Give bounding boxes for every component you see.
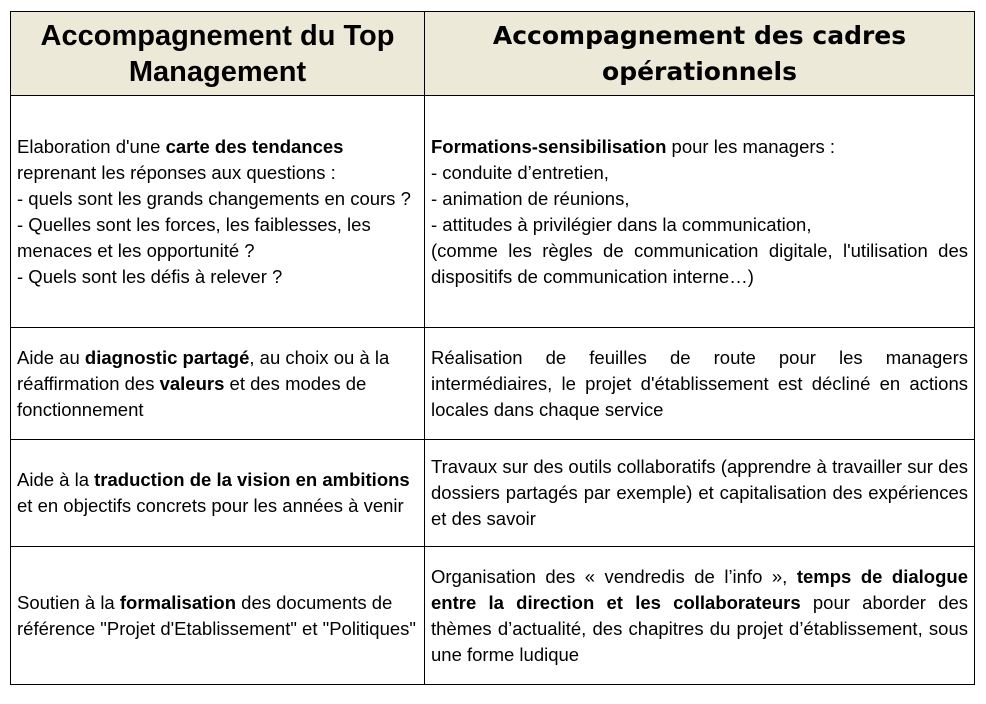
bold-text-segment: formalisation bbox=[119, 591, 237, 613]
text-segment: - quels sont les grands changements en cours ? bbox=[17, 187, 411, 209]
text-segment: - animation de réunions, bbox=[431, 187, 630, 209]
text-segment: des documents de référence "Projet d'Etablissement" et "Politiques" bbox=[17, 591, 416, 639]
cell-top-management bbox=[11, 96, 425, 328]
text-segment: - Quels sont les défis à relever ? bbox=[17, 265, 283, 287]
table-row bbox=[11, 328, 975, 440]
accompaniment-table bbox=[10, 11, 975, 685]
text-segment: Travaux sur des outils collaboratifs (apprendre à travailler sur des dossiers partagés par exemple) et capitalisation des expériences et des savoir bbox=[431, 456, 968, 529]
text-segment: , au choix ou à la réaffirmation des bbox=[17, 346, 390, 394]
table-row bbox=[11, 440, 975, 547]
text-segment: (comme les règles de communication digitale, l'utilisation des dispositifs de communication interne…) bbox=[431, 239, 968, 287]
text-segment: - Quelles sont les forces, les faiblesses, les menaces et les opportunité ? bbox=[17, 213, 371, 261]
text-segment: et en objectifs concrets pour les années à venir bbox=[17, 495, 404, 516]
cell-cadres-operationnels bbox=[425, 328, 975, 440]
text-segment: Aide au bbox=[17, 346, 85, 368]
cell-top-management bbox=[11, 440, 425, 547]
cell-cadres-operationnels bbox=[425, 547, 975, 685]
bold-text-segment: diagnostic partagé bbox=[84, 346, 250, 368]
table-row bbox=[11, 547, 975, 685]
text-segment: pour aborder des thèmes d’actualité, des chapitres du projet d’établissement, sous une forme ludique bbox=[431, 591, 969, 665]
bold-text-segment: temps de dialogue entre la direction et les collaborateurs bbox=[431, 565, 968, 613]
header-cadres-operationnels: Accompagnement des cadres opérationnels bbox=[425, 12, 975, 96]
text-segment: Elaboration d'une bbox=[17, 135, 166, 157]
text-segment: reprenant les réponses aux questions : bbox=[17, 161, 336, 183]
text-segment: - conduite d’entretien, bbox=[431, 161, 609, 183]
cell-top-management bbox=[11, 328, 425, 440]
text-segment: Organisation des « vendredis de l’info », bbox=[431, 565, 797, 587]
bold-text-segment: valeurs bbox=[159, 372, 225, 394]
cell-cadres-operationnels bbox=[425, 96, 975, 328]
text-segment: et des modes de fonctionnement bbox=[17, 372, 367, 420]
cell-cadres-operationnels bbox=[425, 440, 975, 547]
text-segment: Aide à la bbox=[17, 469, 95, 490]
text-segment: pour les managers : bbox=[666, 135, 836, 157]
bold-text-segment: carte des tendances bbox=[165, 135, 344, 157]
cell-top-management bbox=[11, 547, 425, 685]
table-row bbox=[11, 96, 975, 328]
text-segment: Réalisation de feuilles de route pour les managers intermédiaires, le projet d'établissement est décliné en actions locales dans chaque service bbox=[431, 346, 968, 420]
bold-text-segment: traduction de la vision en ambitions bbox=[94, 469, 410, 490]
header-row bbox=[11, 12, 975, 96]
bold-text-segment: Formations-sensibilisation bbox=[431, 135, 667, 157]
text-segment: - attitudes à privilégier dans la communication, bbox=[431, 213, 812, 235]
header-top-management: Accompagnement du Top Management bbox=[11, 12, 425, 96]
text-segment: Soutien à la bbox=[17, 591, 120, 613]
